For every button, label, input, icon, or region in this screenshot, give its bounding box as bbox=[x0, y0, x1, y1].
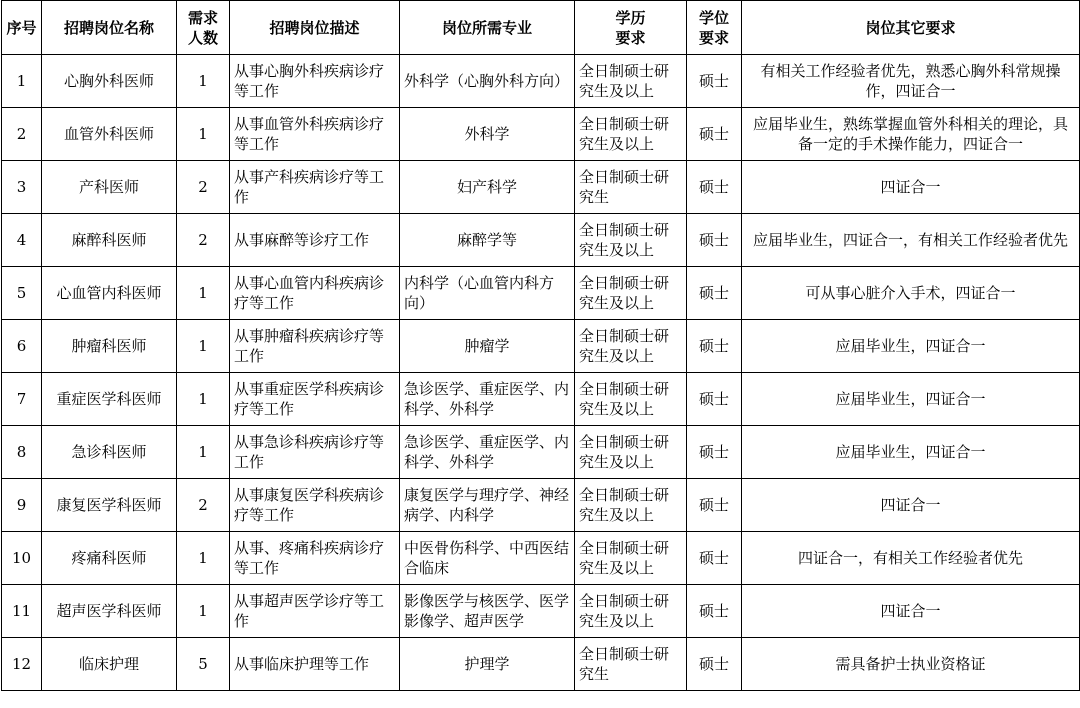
header-education bbox=[575, 1, 687, 55]
cell-position-name: 心胸外科医师 bbox=[42, 55, 177, 108]
cell-education: 全日制硕士研究生及以上 bbox=[575, 55, 687, 108]
cell-position-name: 肿瘤科医师 bbox=[42, 320, 177, 373]
table-row bbox=[2, 55, 1080, 108]
cell-headcount: 5 bbox=[177, 638, 230, 691]
cell-headcount: 1 bbox=[177, 532, 230, 585]
cell-seq: 7 bbox=[2, 373, 42, 426]
cell-education: 全日制硕士研究生及以上 bbox=[575, 585, 687, 638]
cell-major: 外科学 bbox=[400, 108, 575, 161]
cell-position-name: 血管外科医师 bbox=[42, 108, 177, 161]
cell-other: 四证合一 bbox=[742, 585, 1080, 638]
cell-seq: 2 bbox=[2, 108, 42, 161]
header-description: 招聘岗位描述 bbox=[230, 1, 400, 55]
cell-seq: 1 bbox=[2, 55, 42, 108]
table-row bbox=[2, 479, 1080, 532]
cell-degree: 硕士 bbox=[687, 55, 742, 108]
cell-education: 全日制硕士研究生及以上 bbox=[575, 426, 687, 479]
cell-headcount: 2 bbox=[177, 214, 230, 267]
cell-headcount: 1 bbox=[177, 320, 230, 373]
header-education-line2: 要求 bbox=[615, 28, 646, 47]
cell-description: 从事心血管内科疾病诊疗等工作 bbox=[230, 267, 400, 320]
header-degree bbox=[687, 1, 742, 55]
table-row bbox=[2, 532, 1080, 585]
header-headcount-line1: 需求 bbox=[187, 8, 218, 27]
header-other: 岗位其它要求 bbox=[742, 1, 1080, 55]
cell-education: 全日制硕士研究生及以上 bbox=[575, 373, 687, 426]
header-major: 岗位所需专业 bbox=[400, 1, 575, 55]
cell-description: 从事、疼痛科疾病诊疗等工作 bbox=[230, 532, 400, 585]
cell-major: 外科学（心胸外科方向） bbox=[400, 55, 575, 108]
cell-other: 有相关工作经验者优先，熟悉心胸外科常规操作，四证合一 bbox=[742, 55, 1080, 108]
cell-headcount: 1 bbox=[177, 55, 230, 108]
cell-description: 从事心胸外科疾病诊疗等工作 bbox=[230, 55, 400, 108]
cell-degree: 硕士 bbox=[687, 320, 742, 373]
cell-major: 康复医学与理疗学、神经病学、内科学 bbox=[400, 479, 575, 532]
cell-position-name: 重症医学科医师 bbox=[42, 373, 177, 426]
cell-other: 应届毕业生，四证合一 bbox=[742, 373, 1080, 426]
cell-description: 从事急诊科疾病诊疗等工作 bbox=[230, 426, 400, 479]
cell-degree: 硕士 bbox=[687, 638, 742, 691]
cell-description: 从事康复医学科疾病诊疗等工作 bbox=[230, 479, 400, 532]
cell-degree: 硕士 bbox=[687, 373, 742, 426]
cell-description: 从事肿瘤科疾病诊疗等工作 bbox=[230, 320, 400, 373]
cell-other: 应届毕业生，四证合一，有相关工作经验者优先 bbox=[742, 214, 1080, 267]
cell-education: 全日制硕士研究生及以上 bbox=[575, 214, 687, 267]
cell-major: 肿瘤学 bbox=[400, 320, 575, 373]
cell-major: 妇产科学 bbox=[400, 161, 575, 214]
cell-major: 急诊医学、重症医学、内科学、外科学 bbox=[400, 426, 575, 479]
cell-degree: 硕士 bbox=[687, 479, 742, 532]
cell-other: 需具备护士执业资格证 bbox=[742, 638, 1080, 691]
cell-position-name: 产科医师 bbox=[42, 161, 177, 214]
cell-education: 全日制硕士研究生 bbox=[575, 161, 687, 214]
cell-position-name: 心血管内科医师 bbox=[42, 267, 177, 320]
table-row bbox=[2, 108, 1080, 161]
cell-seq: 8 bbox=[2, 426, 42, 479]
header-headcount bbox=[177, 1, 230, 55]
cell-other: 四证合一，有相关工作经验者优先 bbox=[742, 532, 1080, 585]
cell-description: 从事麻醉等诊疗工作 bbox=[230, 214, 400, 267]
cell-description: 从事临床护理等工作 bbox=[230, 638, 400, 691]
cell-seq: 10 bbox=[2, 532, 42, 585]
cell-position-name: 麻醉科医师 bbox=[42, 214, 177, 267]
cell-major: 中医骨伤科学、中西医结合临床 bbox=[400, 532, 575, 585]
cell-education: 全日制硕士研究生及以上 bbox=[575, 479, 687, 532]
cell-seq: 12 bbox=[2, 638, 42, 691]
cell-description: 从事血管外科疾病诊疗等工作 bbox=[230, 108, 400, 161]
cell-major: 护理学 bbox=[400, 638, 575, 691]
table-row bbox=[2, 267, 1080, 320]
cell-other: 可从事心脏介入手术，四证合一 bbox=[742, 267, 1080, 320]
recruitment-table bbox=[1, 0, 1080, 691]
table-row bbox=[2, 638, 1080, 691]
cell-description: 从事超声医学诊疗等工作 bbox=[230, 585, 400, 638]
cell-seq: 9 bbox=[2, 479, 42, 532]
cell-education: 全日制硕士研究生及以上 bbox=[575, 532, 687, 585]
cell-major: 影像医学与核医学、医学影像学、超声医学 bbox=[400, 585, 575, 638]
header-headcount-line2: 人数 bbox=[187, 28, 218, 47]
cell-headcount: 1 bbox=[177, 373, 230, 426]
cell-seq: 5 bbox=[2, 267, 42, 320]
header-education-line1: 学历 bbox=[615, 8, 646, 27]
cell-other: 应届毕业生，四证合一 bbox=[742, 426, 1080, 479]
cell-education: 全日制硕士研究生及以上 bbox=[575, 320, 687, 373]
cell-seq: 11 bbox=[2, 585, 42, 638]
cell-degree: 硕士 bbox=[687, 161, 742, 214]
cell-education: 全日制硕士研究生及以上 bbox=[575, 108, 687, 161]
cell-other: 四证合一 bbox=[742, 161, 1080, 214]
cell-position-name: 急诊科医师 bbox=[42, 426, 177, 479]
cell-seq: 4 bbox=[2, 214, 42, 267]
cell-headcount: 1 bbox=[177, 108, 230, 161]
cell-degree: 硕士 bbox=[687, 426, 742, 479]
cell-other: 应届毕业生，熟练掌握血管外科相关的理论，具备一定的手术操作能力，四证合一 bbox=[742, 108, 1080, 161]
table-row bbox=[2, 426, 1080, 479]
cell-other: 四证合一 bbox=[742, 479, 1080, 532]
cell-education: 全日制硕士研究生 bbox=[575, 638, 687, 691]
cell-seq: 3 bbox=[2, 161, 42, 214]
table-body bbox=[2, 55, 1080, 691]
header-row bbox=[2, 1, 1080, 55]
table-row bbox=[2, 320, 1080, 373]
table-row bbox=[2, 214, 1080, 267]
cell-degree: 硕士 bbox=[687, 585, 742, 638]
cell-description: 从事产科疾病诊疗等工作 bbox=[230, 161, 400, 214]
cell-headcount: 1 bbox=[177, 267, 230, 320]
table-row bbox=[2, 373, 1080, 426]
cell-degree: 硕士 bbox=[687, 267, 742, 320]
cell-education: 全日制硕士研究生及以上 bbox=[575, 267, 687, 320]
table-row bbox=[2, 585, 1080, 638]
cell-position-name: 临床护理 bbox=[42, 638, 177, 691]
cell-major: 麻醉学等 bbox=[400, 214, 575, 267]
cell-degree: 硕士 bbox=[687, 532, 742, 585]
cell-seq: 6 bbox=[2, 320, 42, 373]
cell-degree: 硕士 bbox=[687, 214, 742, 267]
cell-position-name: 超声医学科医师 bbox=[42, 585, 177, 638]
header-seq: 序号 bbox=[2, 1, 42, 55]
cell-headcount: 1 bbox=[177, 426, 230, 479]
cell-headcount: 2 bbox=[177, 479, 230, 532]
header-degree-line2: 要求 bbox=[698, 28, 729, 47]
header-position-name: 招聘岗位名称 bbox=[42, 1, 177, 55]
cell-headcount: 2 bbox=[177, 161, 230, 214]
cell-other: 应届毕业生，四证合一 bbox=[742, 320, 1080, 373]
cell-degree: 硕士 bbox=[687, 108, 742, 161]
cell-description: 从事重症医学科疾病诊疗等工作 bbox=[230, 373, 400, 426]
cell-position-name: 康复医学科医师 bbox=[42, 479, 177, 532]
cell-position-name: 疼痛科医师 bbox=[42, 532, 177, 585]
table-row bbox=[2, 161, 1080, 214]
cell-headcount: 1 bbox=[177, 585, 230, 638]
cell-major: 急诊医学、重症医学、内科学、外科学 bbox=[400, 373, 575, 426]
cell-major: 内科学（心血管内科方向） bbox=[400, 267, 575, 320]
header-degree-line1: 学位 bbox=[698, 8, 729, 27]
